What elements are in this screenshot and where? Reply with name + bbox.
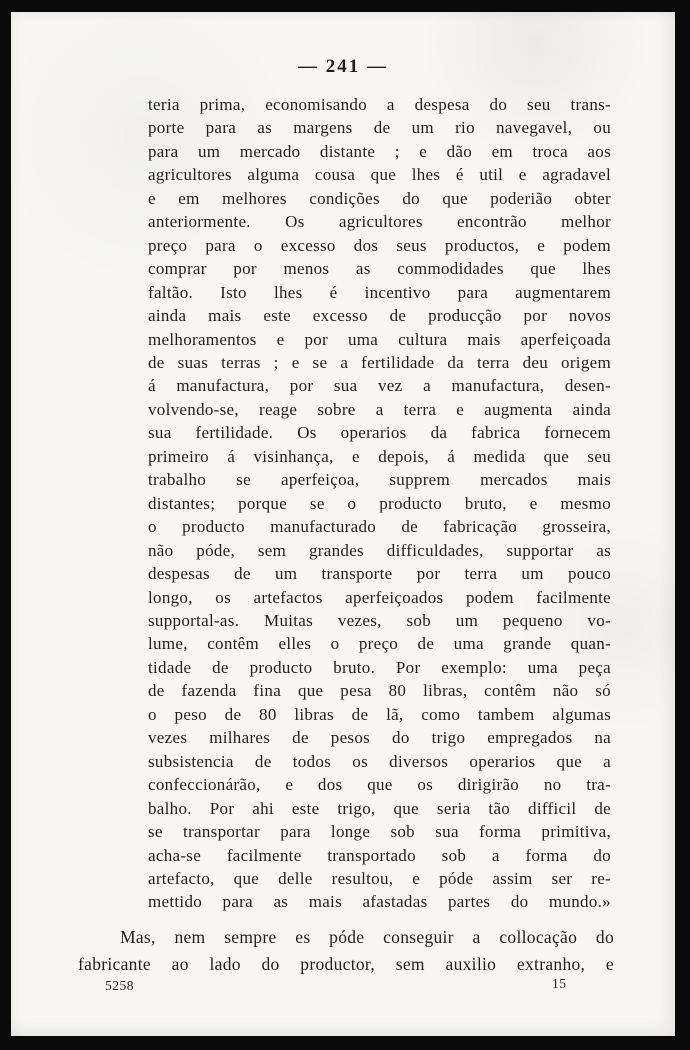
text-line: artefacto, que delle resultou, e póde assim ser re-: [148, 868, 611, 888]
text-line: anteriormente. Os agricultores encontrão melhor: [148, 212, 611, 232]
text-line: não póde, sem grandes difficuldades, supportar as: [148, 540, 611, 560]
text-line: vezes milhares de pesos do trigo empregados na: [148, 728, 611, 748]
text-line: primeiro á visinhança, e depois, á medida que seu: [148, 446, 611, 466]
closing-paragraph: [78, 924, 614, 978]
text-line: o peso de 80 libras de lã, como tambem algumas: [148, 704, 611, 724]
text-line: o producto manufacturado de fabricação grosseira,: [148, 517, 611, 537]
text-line: agricultores alguma cousa que lhes é util e agradavel: [148, 165, 611, 185]
text-line: para um mercado distante ; e dão em troca aos: [148, 141, 611, 161]
page-number: — 241 —: [298, 56, 388, 77]
signature-number: 15: [552, 976, 567, 991]
book-page: [11, 12, 675, 1036]
text-line: Mas, nem sempre es póde conseguir a collocação do: [120, 927, 614, 947]
text-line: volvendo-se, reage sobre a terra e augmenta ainda: [148, 399, 611, 419]
text-line: despesas de um transporte por terra um pouco: [148, 564, 611, 584]
text-line: trabalho se aperfeiçoa, supprem mercados mais: [148, 470, 611, 490]
text-line: tidade de producto bruto. Por exemplo: uma peça: [148, 657, 611, 677]
text-line: acha-se facilmente transportado sob a forma do: [148, 845, 611, 865]
text-line: ainda mais este excesso de producção por novos: [148, 306, 611, 326]
text-line: fabricante ao lado do productor, sem auxilio extranho, e: [78, 954, 614, 974]
text-line: melhoramentos e por uma cultura mais aperfeiçoada: [148, 329, 611, 349]
text-line: de fazenda fina que pesa 80 libras, contêm não só: [148, 681, 611, 701]
text-line: se transportar para longe sob sua forma primitiva,: [148, 822, 611, 842]
text-line: preço para o excesso dos seus productos, e podem: [148, 235, 611, 255]
text-line: longo, os artefactos aperfeiçoados podem facilmente: [148, 587, 611, 607]
text-line: distantes; porque se o producto bruto, e mesmo: [148, 493, 611, 513]
text-line: á manufactura, por sua vez a manufactura, desen-: [148, 376, 611, 396]
text-line: balho. Por ahi este trigo, que seria tão difficil de: [148, 798, 611, 818]
text-line: lume, contêm elles o preço de uma grande quan-: [148, 634, 611, 654]
text-line: porte para as margens de um rio navegavel, ou: [148, 118, 611, 138]
text-line: de suas terras ; e se a fertilidade da terra deu origem: [148, 352, 611, 372]
print-order-number: 5258: [105, 978, 134, 993]
text-line: confeccionárão, e dos que os dirigirão no tra-: [148, 775, 611, 795]
text-line: supportal-as. Muitas vezes, sob um pequeno vo-: [148, 610, 611, 630]
quoted-passage: [148, 93, 611, 914]
text-line: subsistencia de todos os diversos operarios que a: [148, 751, 611, 771]
text-line: sua fertilidade. Os operarios da fabrica fornecem: [148, 423, 611, 443]
text-line: faltão. Isto lhes é incentivo para augmentarem: [148, 282, 611, 302]
text-line: comprar por menos as commodidades que lhes: [148, 259, 611, 279]
text-line: teria prima, economisando a despesa do seu trans-: [148, 95, 611, 114]
text-line: e em melhores condições do que poderião obter: [148, 188, 611, 208]
text-line: mettido para as mais afastadas partes do mundo.»: [148, 892, 611, 912]
